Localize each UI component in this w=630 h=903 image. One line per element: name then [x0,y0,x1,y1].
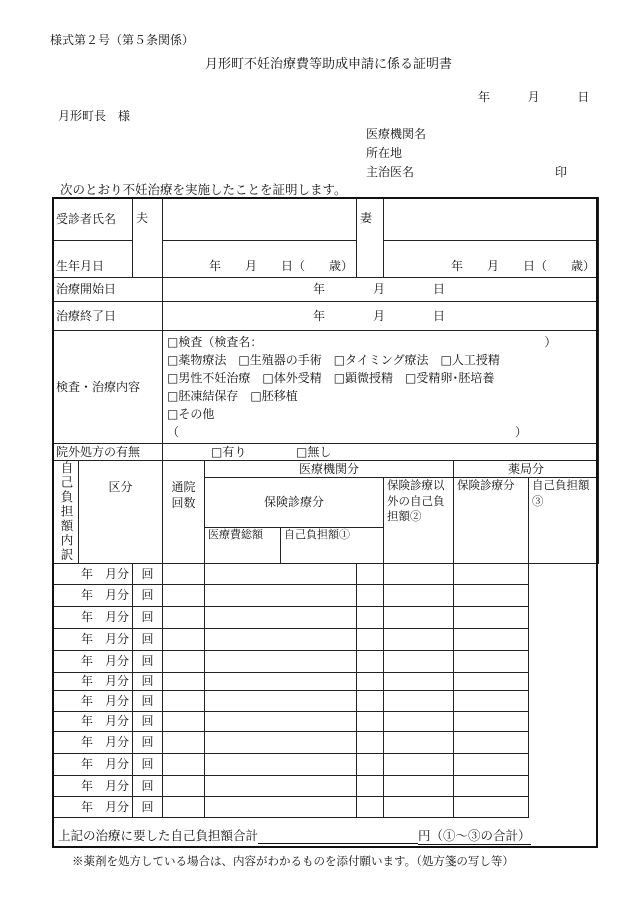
address-label: 所在地 [366,146,403,160]
row-year-label: 年 [80,757,93,772]
certificate-table [52,197,599,819]
total-cost-header: 医療費総額 [205,527,281,563]
row-month-label: 月分 [105,632,130,647]
row-self-pay1[interactable] [205,796,357,817]
row-year-label: 年 [80,799,93,814]
wife-label: 妻 [357,198,384,278]
husband-name-field[interactable] [163,198,357,241]
row-pharmacy-insured[interactable] [384,753,454,775]
row-non-insured[interactable] [357,606,384,628]
content-line-male[interactable]: □男性不妊治療 □体外受精 □顕微授精 □受精卵･胚培養 [167,371,495,385]
row-pharmacy-insured[interactable] [384,690,454,711]
burden-row [53,711,599,731]
burden-row [53,690,599,711]
certify-text: 次のとおり不妊治療を実施したことを証明します。 [60,182,347,197]
row-visit-count[interactable]: 回 [133,775,163,796]
row-non-insured[interactable] [357,650,384,672]
row-month[interactable] [53,563,133,584]
row-total-cost[interactable] [163,606,205,628]
row-self-pay3[interactable] [454,775,529,796]
row-month-label: 月分 [105,799,130,814]
outside-rx-options [163,444,599,461]
wife-birth-field[interactable]: 年 月 日（ 歳） [384,241,599,278]
row-year-label: 年 [80,693,93,708]
end-date-label: 治療終了日 [53,302,163,331]
row-year-label: 年 [80,778,93,793]
pharmacy-insured-header: 保険診療分 [454,478,529,563]
row-total-cost[interactable] [163,672,205,690]
wife-name-field[interactable] [384,198,599,241]
row-self-pay1[interactable] [205,672,357,690]
row-month[interactable] [53,753,133,775]
total-prefix: 上記の治療に要した自己負担額合計 [58,828,259,843]
row-year-label: 年 [80,735,93,750]
row-non-insured[interactable] [357,753,384,775]
row-self-pay3[interactable] [454,711,529,731]
row-visit-count[interactable]: 回 [133,690,163,711]
rx-no-checkbox[interactable]: □無し [296,445,332,459]
content-line-exam[interactable]: □検査（検査名： ） [167,335,557,349]
row-month-label: 月分 [105,757,130,772]
row-pharmacy-insured[interactable] [384,628,454,650]
row-self-pay1[interactable] [205,731,357,753]
row-month-label: 月分 [105,654,130,669]
row-visit-count[interactable]: 回 [133,711,163,731]
row-visit-count[interactable]: 回 [133,753,163,775]
content-line-therapy[interactable]: □薬物療法 □生殖器の手術 □タイミング療法 □人工授精 [167,353,500,367]
date-year: 年 [478,90,491,104]
attachment-note: ※薬剤を処方している場合は、内容がわかるものを添付願います。（処方箋の写し等） [72,854,514,868]
start-date-label: 治療開始日 [53,278,163,302]
row-self-pay3[interactable] [454,672,529,690]
burden-row [53,672,599,690]
row-pharmacy-insured[interactable] [384,563,454,584]
row-month[interactable] [53,796,133,817]
insured-header: 保険診療分 [205,478,384,527]
form-number: 様式第２号（第５条関係） [50,33,195,47]
row-self-pay3[interactable] [454,628,529,650]
row-visit-count[interactable]: 回 [133,584,163,606]
total-line [58,826,531,845]
row-month[interactable] [53,775,133,796]
row-non-insured[interactable] [357,584,384,606]
row-self-pay3[interactable] [454,731,529,753]
row-non-insured[interactable] [357,672,384,690]
row-month[interactable] [53,650,133,672]
husband-birth-field[interactable]: 年 月 日（ 歳） [163,241,357,278]
content-line-other[interactable]: □その他 [167,407,215,421]
content-line-other-detail[interactable]: （ ） [167,425,528,439]
institution-label: 医療機関名 [366,127,427,141]
row-non-insured[interactable] [357,711,384,731]
seal-mark: 印 [555,165,568,179]
row-non-insured[interactable] [357,563,384,584]
row-non-insured[interactable] [357,628,384,650]
outside-rx-label: 院外処方の有無 [53,444,163,461]
content-options [163,331,599,444]
content-label: 検査・治療内容 [53,331,163,444]
content-line-embryo[interactable]: □胚凍結保存 □胚移植 [167,389,298,403]
row-pharmacy-insured[interactable] [384,584,454,606]
burden-row [53,650,599,672]
burden-row [53,628,599,650]
row-self-pay3[interactable] [454,796,529,817]
start-date-field[interactable]: 年 月 日 [163,278,599,302]
medical-header: 医療機関分 [205,461,454,478]
row-year-label: 年 [80,588,93,603]
burden-row [53,606,599,628]
row-month[interactable] [53,731,133,753]
row-self-pay3[interactable] [454,650,529,672]
row-total-cost[interactable] [163,775,205,796]
date-day: 日 [577,90,590,104]
row-month-label: 月分 [105,735,130,750]
row-year-label: 年 [80,654,93,669]
category-header: 区分 [79,461,163,564]
date-line [478,88,589,105]
row-self-pay1[interactable] [205,563,357,584]
row-self-pay1[interactable] [205,775,357,796]
row-visit-count[interactable]: 回 [133,563,163,584]
row-month-label: 月分 [105,610,130,625]
non-insured-header: 保険診療以外の自己負担額② [384,478,454,563]
burden-row [53,775,599,796]
row-year-label: 年 [80,566,93,581]
row-total-cost[interactable] [163,796,205,817]
row-self-pay1[interactable] [205,711,357,731]
row-non-insured[interactable] [357,775,384,796]
rx-yes-checkbox[interactable]: □有り [211,445,247,459]
self-pay3-header: 自己負担額③ [529,478,599,563]
row-pharmacy-insured[interactable] [384,672,454,690]
row-year-label: 年 [80,610,93,625]
row-self-pay1[interactable] [205,753,357,775]
row-pharmacy-insured[interactable] [384,650,454,672]
row-non-insured[interactable] [357,796,384,817]
row-pharmacy-insured[interactable] [384,606,454,628]
date-month: 月 [527,90,540,104]
doctor-label: 主治医名 [366,165,415,179]
burden-row [53,796,599,817]
row-visit-count[interactable]: 回 [133,672,163,690]
row-month[interactable] [53,628,133,650]
row-self-pay3[interactable] [454,563,529,584]
row-self-pay3[interactable] [454,753,529,775]
burden-side-label: 自己負担額内訳 [53,461,79,564]
row-month[interactable] [53,690,133,711]
pharmacy-header: 薬局分 [454,461,599,478]
end-date-field[interactable]: 年 月 日 [163,302,599,331]
row-visit-count[interactable]: 回 [133,650,163,672]
row-total-cost[interactable] [163,650,205,672]
row-pharmacy-insured[interactable] [384,731,454,753]
total-suffix: 円（①～③の合計） [418,828,531,843]
self-pay1-header: 自己負担額① [281,527,384,563]
row-month-label: 月分 [105,588,130,603]
row-non-insured[interactable] [357,731,384,753]
row-total-cost[interactable] [163,711,205,731]
total-amount-field[interactable] [258,828,418,844]
row-month-label: 月分 [105,674,130,689]
row-month-label: 月分 [105,566,130,581]
burden-row [53,753,599,775]
row-pharmacy-insured[interactable] [384,775,454,796]
row-self-pay3[interactable] [454,606,529,628]
row-total-cost[interactable] [163,690,205,711]
row-visit-count[interactable]: 回 [133,796,163,817]
row-self-pay1[interactable] [205,650,357,672]
row-visit-count[interactable]: 回 [133,731,163,753]
row-year-label: 年 [80,674,93,689]
row-visit-count[interactable]: 回 [133,628,163,650]
page-title: 月形町不妊治療費等助成申請に係る証明書 [205,57,453,72]
row-self-pay1[interactable] [205,628,357,650]
patient-name-label: 受診者氏名 [53,198,133,241]
row-visit-count[interactable]: 回 [133,606,163,628]
row-month[interactable] [53,606,133,628]
row-self-pay1[interactable] [205,584,357,606]
addressee: 月形町長 様 [58,109,131,123]
row-total-cost[interactable] [163,563,205,584]
row-month[interactable] [53,711,133,731]
husband-label: 夫 [133,198,163,278]
row-total-cost[interactable] [163,731,205,753]
row-month[interactable] [53,672,133,690]
row-year-label: 年 [80,632,93,647]
row-year-label: 年 [80,714,93,729]
row-month-label: 月分 [105,714,130,729]
row-total-cost[interactable] [163,628,205,650]
burden-row [53,584,599,606]
row-pharmacy-insured[interactable] [384,796,454,817]
birth-label: 生年月日 [53,241,133,278]
row-pharmacy-insured[interactable] [384,711,454,731]
row-self-pay1[interactable] [205,690,357,711]
row-self-pay3[interactable] [454,690,529,711]
row-self-pay1[interactable] [205,606,357,628]
row-month-label: 月分 [105,778,130,793]
row-non-insured[interactable] [357,690,384,711]
burden-row [53,563,599,584]
row-month-label: 月分 [105,693,130,708]
row-total-cost[interactable] [163,753,205,775]
row-self-pay3[interactable] [454,584,529,606]
visits-header: 通院回数 [163,461,205,564]
burden-row [53,731,599,753]
row-total-cost[interactable] [163,584,205,606]
row-month[interactable] [53,584,133,606]
